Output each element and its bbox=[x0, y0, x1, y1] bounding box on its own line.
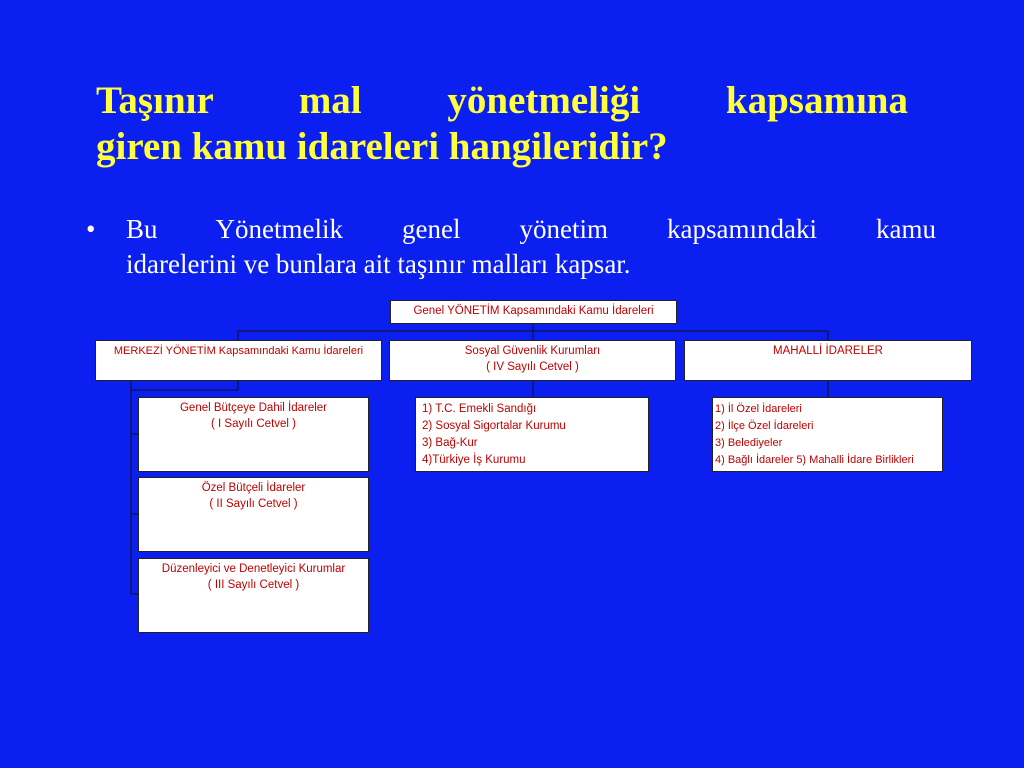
org-sosyal-item: 1) T.C. Emekli Sandığı bbox=[422, 403, 537, 415]
org-duzenleyici-line-1: Düzenleyici ve Denetleyici Kurumlar bbox=[161, 563, 346, 575]
org-duzenleyici-box bbox=[138, 558, 369, 633]
org-merkezi-label: MERKEZİ YÖNETİM Kapsamındaki Kamu İdareleri bbox=[113, 345, 364, 357]
org-mahalli-item: 3) Belediyeler bbox=[715, 437, 783, 449]
org-mahalli-list-box bbox=[712, 397, 943, 472]
org-genel-butce-line-2: ( I Sayılı Cetvel ) bbox=[211, 418, 296, 430]
org-sosyal-item: 3) Bağ-Kur bbox=[422, 437, 478, 449]
org-mahalli-label: MAHALLİ İDARELER bbox=[773, 345, 883, 357]
bullet-text bbox=[126, 212, 936, 282]
bullet-text-line-1: Bu Yönetmelik genel yönetim kapsamındaki kamu bbox=[126, 214, 936, 244]
bullet-icon: • bbox=[86, 214, 96, 244]
org-mahalli-item: 1) İl Özel İdareleri bbox=[715, 403, 802, 415]
org-genel-butce-line-1: Genel Bütçeye Dahil İdareler bbox=[179, 402, 328, 414]
org-duzenleyici-line-2: ( III Sayılı Cetvel ) bbox=[207, 579, 300, 591]
org-genel-butce-box bbox=[138, 397, 369, 472]
org-sosyal-line-1: Sosyal Güvenlik Kurumları bbox=[464, 345, 601, 357]
org-mahalli-item: 2) İlçe Özel İdareleri bbox=[715, 420, 814, 432]
org-mahalli-box bbox=[684, 340, 972, 381]
org-merkezi-box bbox=[95, 340, 382, 381]
slide-title-line-1: Taşınır mal yönetmeliği kapsamına bbox=[96, 79, 908, 122]
org-sosyal-item: 2) Sosyal Sigortalar Kurumu bbox=[422, 420, 566, 432]
org-sosyal-line-2: ( IV Sayılı Cetvel ) bbox=[486, 361, 579, 373]
org-root-box bbox=[390, 300, 677, 324]
org-ozel-butce-box bbox=[138, 477, 369, 552]
org-sosyal-item: 4)Türkiye İş Kurumu bbox=[422, 454, 526, 466]
slide-title-line-2: giren kamu idareleri hangileridir? bbox=[96, 125, 668, 168]
org-ozel-butce-line-1: Özel Bütçeli İdareler bbox=[201, 482, 306, 494]
slide-title bbox=[96, 78, 936, 170]
org-sosyal-box bbox=[389, 340, 676, 381]
org-ozel-butce-line-2: ( II Sayılı Cetvel ) bbox=[209, 498, 298, 510]
org-sosyal-list-box bbox=[415, 397, 649, 472]
org-root-label: Genel YÖNETİM Kapsamındaki Kamu İdareleri bbox=[413, 305, 654, 317]
org-mahalli-item: 4) Bağlı İdareler 5) Mahalli İdare Birlikleri bbox=[715, 454, 914, 466]
bullet-text-line-2: idarelerini ve bunlara ait taşınır malları kapsar. bbox=[126, 249, 631, 279]
